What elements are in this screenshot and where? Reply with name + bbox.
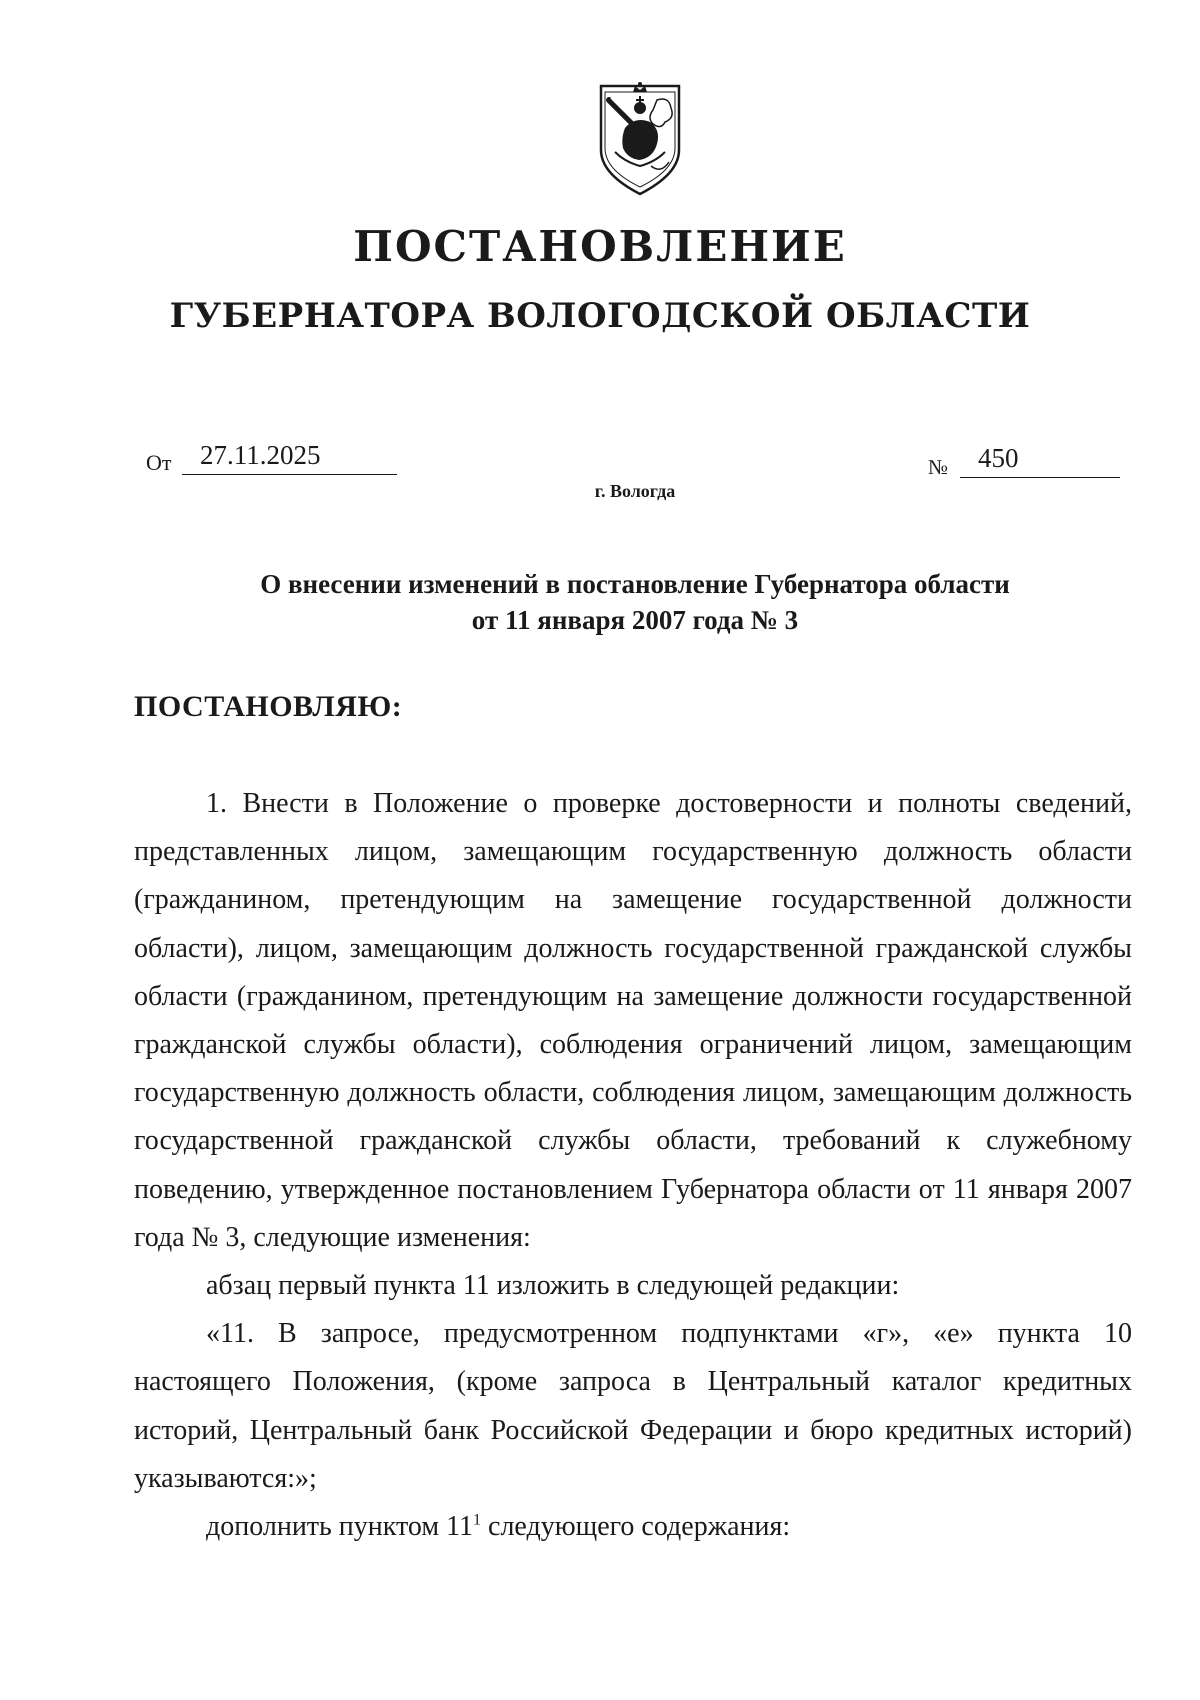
paragraph-2: абзац первый пункта 11 изложить в следующей редакции: <box>206 1270 900 1302</box>
paragraph-3: «11. В запросе, предусмотренном подпунктами «г», «е» пункта 10 настоящего Положения, (кроме запроса в Центральный каталог кредитных историй, Центральный банк Российской Федерации и бюро кредитных историй) указываются:»; <box>134 1318 1132 1494</box>
document-body <box>134 780 1132 1551</box>
document-title: ПОСТАНОВЛЕНИЕ <box>353 222 847 271</box>
paragraph-4-tail: следующего содержания: <box>481 1511 791 1543</box>
subject-line-2: от 11 января 2007 года № 3 <box>471 605 799 635</box>
number-underline <box>960 477 1120 478</box>
document-date: 27.11.2025 <box>200 440 321 470</box>
number-label: № <box>928 455 949 479</box>
document-number: 450 <box>978 443 1019 473</box>
document-issuer: ГУБЕРНАТОРА ВОЛОГОДСКОЙ ОБЛАСТИ <box>169 296 1031 336</box>
subject-line-1: О внесении изменений в постановление Губернатора области <box>260 569 1010 599</box>
decree-heading: ПОСТАНОВЛЯЮ: <box>134 690 403 723</box>
document-city: г. Вологда <box>594 481 676 501</box>
paragraph-4-text: дополнить пунктом 11 <box>206 1511 474 1543</box>
paragraph-4-superscript: 1 <box>473 1511 482 1529</box>
paragraph-4 <box>134 1503 1132 1551</box>
date-label: От <box>146 450 172 475</box>
date-underline <box>182 474 397 475</box>
document-subject <box>0 566 1200 638</box>
coat-of-arms-icon <box>595 78 685 198</box>
paragraph-1: 1. Внести в Положение о проверке достоверности и полноты сведений, представленных лицом, замещающим государственную должность области (гражданином, претендующим на замещение государственной должности области), лицом, замещающим должность государственной гражданской службы области (гражданином, претендующим на замещение должности государственной гражданской службы области), соблюдения ограничений лицом, замещающим государственную должность области, соблюдения лицом, замещающим должность государственной гражданской службы области, требований к служебному поведению, утвержденное постановлением Губернатора области от 11 января 2007 года № 3, следующие изменения: <box>134 788 1132 1253</box>
